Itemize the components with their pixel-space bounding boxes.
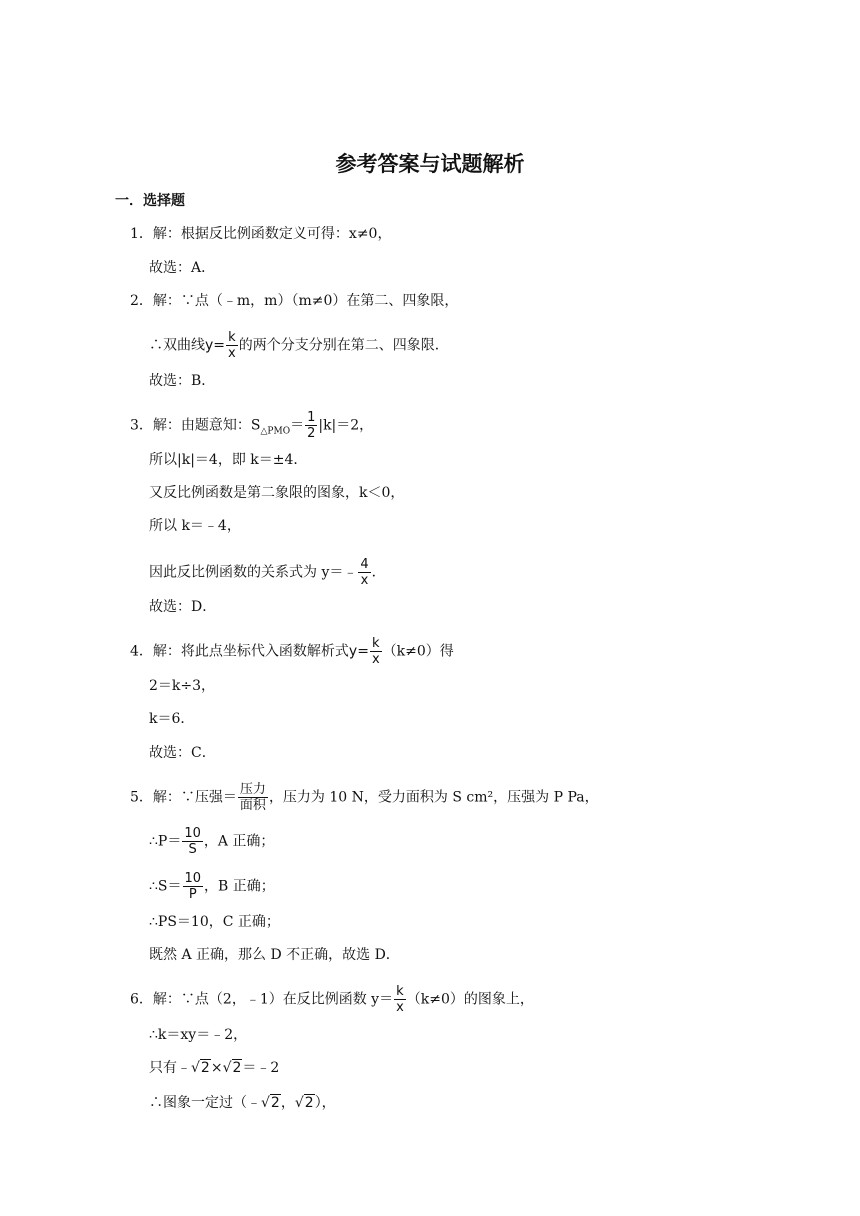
page-title: 参考答案与试题解析 bbox=[335, 152, 525, 176]
q3-line2: 所以|k|＝4，即 k＝±4． bbox=[149, 452, 308, 468]
frac-numerator: k bbox=[370, 636, 382, 652]
q3-choice: 故选：D． bbox=[149, 599, 217, 615]
sqrt-radicand: 2 bbox=[270, 1095, 280, 1111]
q4-line1 bbox=[130, 636, 454, 667]
q3-eq: ＝ bbox=[290, 417, 305, 434]
q6-l4-post: ）， bbox=[314, 1095, 336, 1111]
sqrt-symbol: √2 bbox=[191, 1060, 210, 1076]
q3-text-pre: 3．解：由题意知：S bbox=[130, 417, 261, 434]
q4-text-pre: 4．解：将此点坐标代入函数解析式 bbox=[130, 643, 349, 660]
q4-y-eq: y= bbox=[348, 643, 369, 660]
q1-line1 bbox=[130, 224, 391, 244]
times-sign: × bbox=[210, 1060, 223, 1076]
q1-choice: 故选：A． bbox=[149, 260, 216, 276]
sqrt-symbol: √2 bbox=[261, 1095, 280, 1111]
q2-line1: 2．解：∵点（﹣m，m）（m≠0）在第二、四象限， bbox=[130, 293, 459, 309]
q3-fraction-2 bbox=[358, 557, 370, 588]
q6-fraction bbox=[394, 984, 406, 1015]
q1-label: 1．解：根据反比例函数定义可得： bbox=[130, 226, 349, 242]
q5-line1 bbox=[130, 782, 599, 813]
q6-line1 bbox=[130, 984, 534, 1015]
q5-l3-pre: ∴S＝ bbox=[149, 878, 182, 895]
q5-text-pre: 5．解：∵压强＝ bbox=[130, 789, 237, 806]
frac-denominator: x bbox=[396, 1000, 404, 1015]
frac-numerator: 压力 bbox=[239, 782, 266, 797]
q5-line5: 既然 A 正确，那么 D 不正确，故选 D． bbox=[149, 947, 400, 963]
frac-numerator: 10 bbox=[184, 871, 202, 886]
q6-line2: ∴k＝xy＝﹣2， bbox=[149, 1027, 248, 1043]
q5-fraction-3 bbox=[183, 871, 204, 902]
q6-text-post: （k≠0）的图象上， bbox=[406, 991, 534, 1008]
q6-line3 bbox=[149, 1058, 279, 1078]
q5-line2 bbox=[149, 826, 274, 857]
q5-fraction-2 bbox=[182, 826, 203, 857]
q2-choice: 故选：B． bbox=[149, 373, 216, 389]
q6-text-pre: 6．解：∵点（2，﹣1）在反比例函数 y＝ bbox=[130, 991, 394, 1008]
q2-y-eq: y= bbox=[205, 337, 226, 354]
q5-text-post: ，压力为 10 N，受力面积为 S cm²，压强为 P Pa， bbox=[268, 789, 599, 806]
q3-line5 bbox=[149, 557, 386, 588]
q6-l3-post: ＝﹣2 bbox=[242, 1060, 280, 1076]
q3-l5-pre: 因此反比例函数的关系式为 y＝﹣ bbox=[149, 564, 358, 581]
q3-l5-post: ． bbox=[371, 564, 386, 581]
frac-numerator: k bbox=[226, 330, 238, 346]
q3-line4: 所以 k＝﹣4， bbox=[149, 518, 241, 534]
q3-fraction bbox=[305, 410, 317, 441]
q5-fraction bbox=[238, 782, 268, 813]
q2-text-post: 的两个分支分别在第二、四象限． bbox=[238, 337, 449, 354]
frac-numerator: k bbox=[394, 984, 406, 1000]
q5-l2-post: ，A 正确； bbox=[203, 833, 275, 850]
q3-subscript: △PMO bbox=[260, 426, 291, 437]
sqrt-symbol: √2 bbox=[294, 1095, 314, 1111]
frac-denominator: x bbox=[360, 573, 369, 588]
frac-denominator: S bbox=[188, 842, 197, 857]
q4-line3: k＝6． bbox=[149, 711, 195, 727]
q6-l3-pre: 只有﹣ bbox=[149, 1060, 191, 1076]
frac-denominator: x bbox=[371, 652, 380, 667]
sqrt-radicand: 2 bbox=[304, 1095, 314, 1111]
frac-denominator: x bbox=[228, 346, 236, 361]
q3-line3: 又反比例函数是第二象限的图象，k＜0， bbox=[149, 485, 405, 501]
q5-line4: ∴PS＝10，C 正确； bbox=[149, 914, 280, 930]
q4-text-post: （k≠0）得 bbox=[382, 643, 454, 660]
q2-text-pre: ∴双曲线 bbox=[149, 337, 205, 354]
sqrt-symbol: √2 bbox=[222, 1060, 242, 1076]
q2-fraction bbox=[226, 330, 238, 361]
q3-text-post: |k|＝2， bbox=[318, 417, 374, 434]
frac-denominator: 2 bbox=[307, 426, 316, 441]
q5-l3-post: ，B 正确； bbox=[204, 878, 275, 895]
frac-denominator: P bbox=[188, 887, 197, 902]
q3-line1 bbox=[130, 410, 373, 441]
q2-line2 bbox=[149, 330, 449, 361]
q1-expr: x≠0， bbox=[348, 226, 392, 242]
sqrt-radicand: 2 bbox=[232, 1060, 242, 1076]
q4-choice: 故选：C． bbox=[149, 745, 216, 761]
frac-numerator: 1 bbox=[307, 410, 316, 425]
q5-l2-pre: ∴P＝ bbox=[149, 833, 182, 850]
q6-l4-pre: ∴图象一定过（﹣ bbox=[149, 1095, 261, 1111]
sqrt-radicand: 2 bbox=[200, 1060, 210, 1076]
frac-denominator: 面积 bbox=[239, 798, 266, 813]
q6-line4 bbox=[149, 1093, 336, 1113]
frac-numerator: 4 bbox=[360, 557, 369, 572]
q4-line2: 2＝k÷3， bbox=[149, 678, 216, 694]
frac-numerator: 10 bbox=[184, 826, 201, 841]
comma: ， bbox=[280, 1095, 295, 1111]
q4-fraction bbox=[370, 636, 382, 667]
section-heading: 一．选择题 bbox=[115, 193, 185, 209]
q5-line3 bbox=[149, 871, 275, 902]
